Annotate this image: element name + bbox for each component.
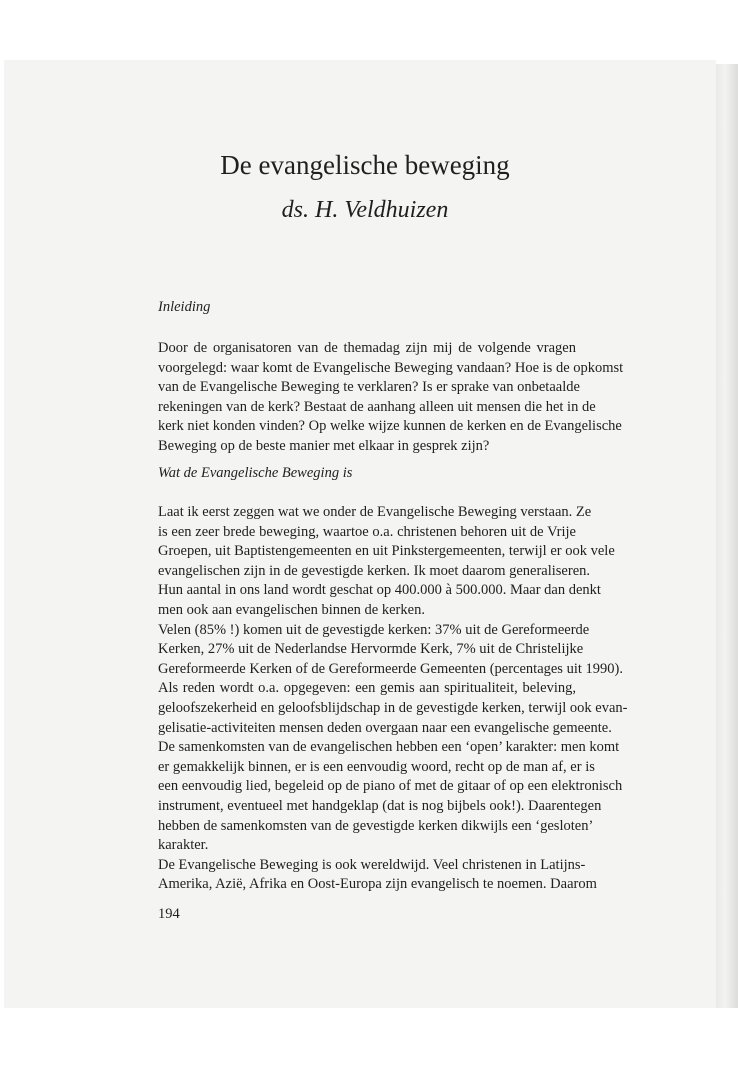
text-line: De Evangelische Beweging is ook wereldwijd. Veel christenen in Latijns- xyxy=(158,856,586,873)
section-heading-inleiding: Inleiding xyxy=(158,299,211,315)
text-line: van de Evangelische Beweging te verklaren? Is er sprake van onbetaalde xyxy=(158,379,580,396)
text-line: gelisatie-activiteiten mensen deden overgaan naar een evangelische gemeente. xyxy=(158,719,612,736)
text-line: hebben de samenkomsten van de gevestigde kerken dikwijls een ‘gesloten’ xyxy=(158,817,594,834)
text-line: Velen (85% !) komen uit de gevestigde kerken: 37% uit de Gereformeerde xyxy=(158,621,590,638)
text-line: kerk niet konden vinden? Op welke wijze kunnen de kerken en de Evangelische xyxy=(158,418,622,435)
text-line: Als reden wordt o.a. opgegeven: een gemis aan spiritualiteit, beleving, xyxy=(158,680,576,697)
text-line: er gemakkelijk binnen, er is een eenvoudig woord, recht op de man af, er is xyxy=(158,758,595,775)
page-number: 194 xyxy=(158,906,180,922)
text-line: een eenvoudig lied, begeleid op de piano of met de gitaar of op een elektronisch xyxy=(158,778,623,795)
text-line: Door de organisatoren van de themadag zijn mij de volgende vragen xyxy=(158,340,576,356)
text-line: Groepen, uit Baptistengemeenten en uit Pinkstergemeenten, terwijl er ook vele xyxy=(158,543,615,560)
section-heading-evangelische-beweging: Wat de Evangelische Beweging is xyxy=(158,465,353,481)
paragraph-inleiding xyxy=(158,339,624,457)
text-line: Kerken, 27% uit de Nederlandse Hervormde Kerk, 7% uit de Christelijke xyxy=(158,641,584,658)
page-edge xyxy=(716,64,738,1008)
text-line: Gereformeerde Kerken of de Gereformeerde Gemeenten (percentages uit 1990). xyxy=(158,660,623,677)
text-line: geloofszekerheid en geloofsblijdschap in de gevestigde kerken, terwijl ook evan- xyxy=(158,699,628,716)
text-line: Hun aantal in ons land wordt geschat op 400.000 à 500.000. Maar dan denkt xyxy=(158,582,601,599)
text-line: rekeningen van de kerk? Bestaat de aanhang alleen uit mensen die het in de xyxy=(158,398,596,415)
text-line: karakter. xyxy=(158,837,209,854)
text-line: Beweging op de beste manier met elkaar in gesprek zijn? xyxy=(158,437,490,454)
text-line: is een zeer brede beweging, waartoe o.a. christenen behoren uit de Vrije xyxy=(158,523,576,540)
paragraph-evangelische-beweging xyxy=(158,503,628,895)
text-line: voorgelegd: waar komt de Evangelische Beweging vandaan? Hoe is de opkomst xyxy=(158,359,624,376)
text-line: evangelischen zijn in de gevestigde kerken. Ik moet daarom generaliseren. xyxy=(158,562,591,579)
text-line: Laat ik eerst zeggen wat we onder de Evangelische Beweging verstaan. Ze xyxy=(158,504,592,520)
chapter-author: ds. H. Veldhuizen xyxy=(281,197,449,223)
chapter-title: De evangelische beweging xyxy=(220,150,510,180)
text-line: Amerika, Azië, Afrika en Oost-Europa zijn evangelisch te noemen. Daarom xyxy=(158,876,597,893)
text-line: De samenkomsten van de evangelischen hebben een ‘open’ karakter: men komt xyxy=(158,739,620,756)
text-line: instrument, eventueel met handgeklap (dat is nog bijbels ook!). Daarentegen xyxy=(158,797,602,814)
text-line: men ook aan evangelischen binnen de kerken. xyxy=(158,601,425,618)
